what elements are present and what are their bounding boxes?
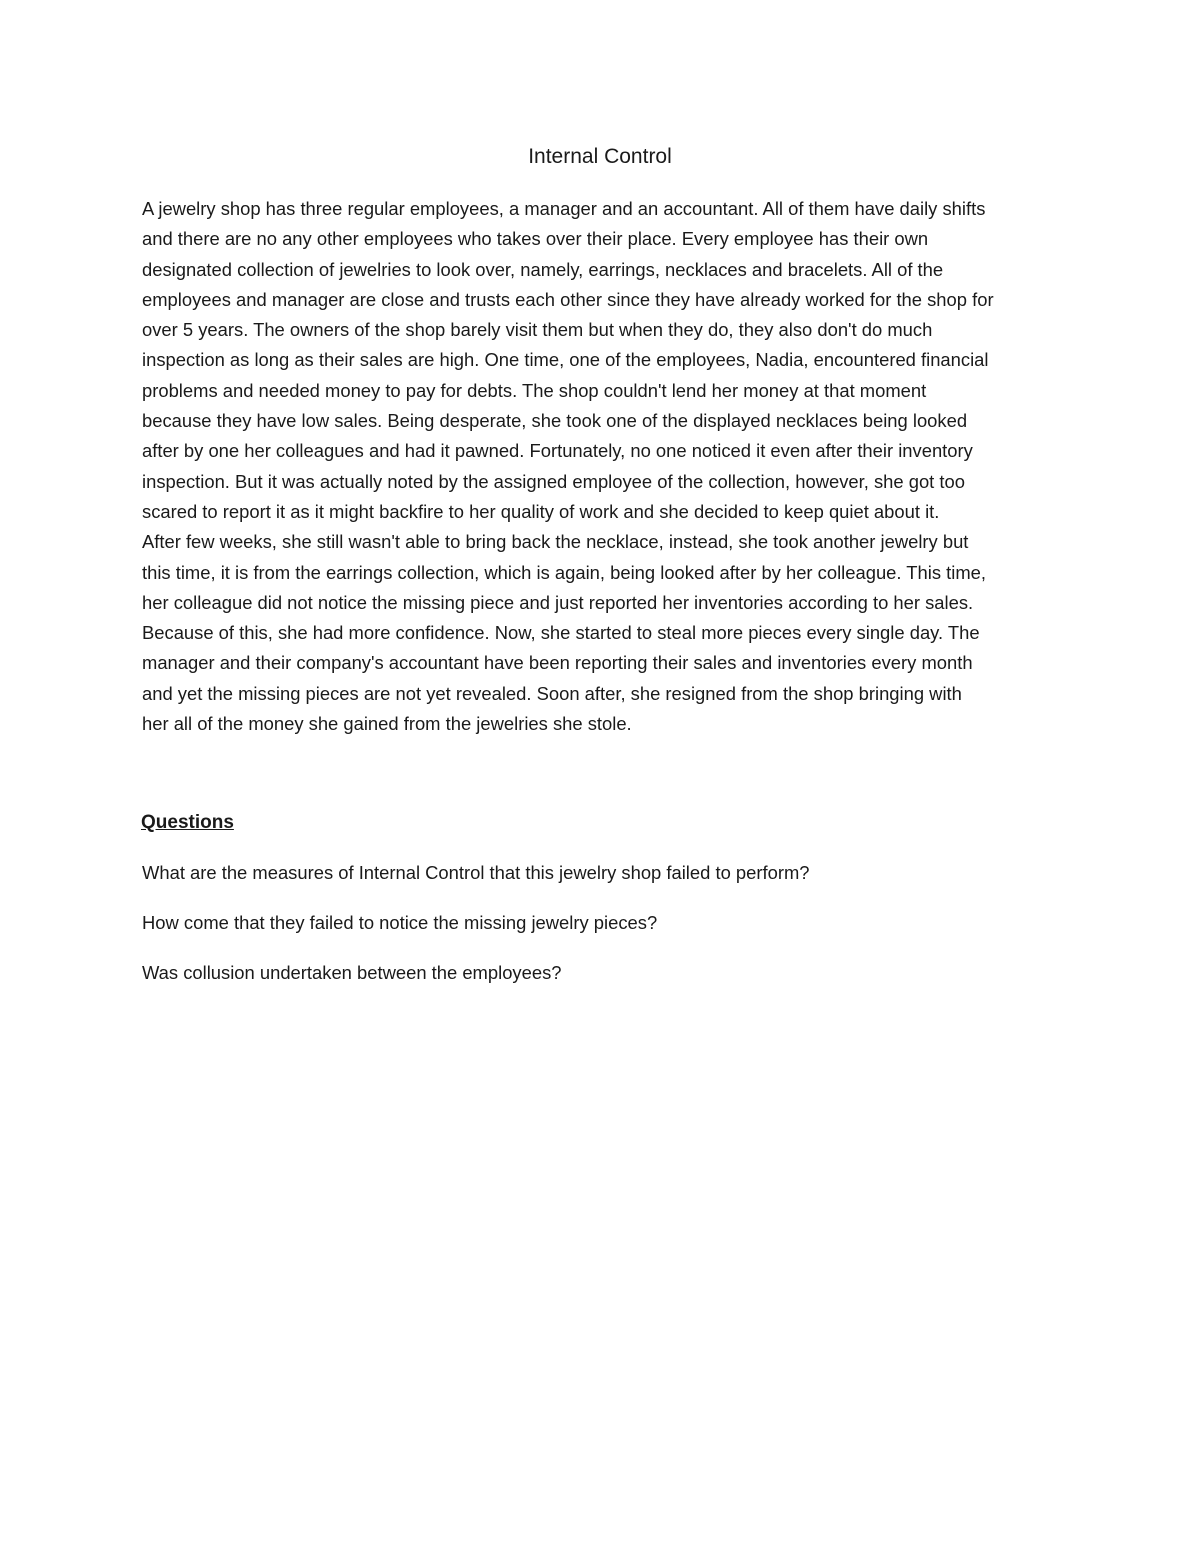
question-item: Was collusion undertaken between the employees? (142, 962, 562, 983)
paragraph-line: employees and manager are close and trusts each other since they have already worked for the shop for (142, 288, 994, 310)
paragraph-line: inspection. But it was actually noted by the assigned employee of the collection, however, she got too (142, 470, 965, 492)
paragraph-line: over 5 years. The owners of the shop barely visit them but when they do, they also don't do much (142, 319, 933, 341)
paragraph-line: this time, it is from the earrings collection, which is again, being looked after by her colleague. This time, (142, 561, 986, 583)
paragraph-line: after by one her colleagues and had it pawned. Fortunately, no one noticed it even after their inventory (142, 440, 973, 462)
paragraph-line: her colleague did not notice the missing piece and just reported her inventories according to her sales. (142, 591, 974, 613)
paragraph-line: scared to report it as it might backfire to her quality of work and she decided to keep quiet about it. (142, 500, 940, 522)
paragraph-line: A jewelry shop has three regular employees, a manager and an accountant. All of them have daily shifts (142, 198, 986, 219)
case-paragraph (142, 194, 1054, 739)
paragraph-line: designated collection of jewelries to look over, namely, earrings, necklaces and bracelets. All of the (142, 258, 944, 280)
paragraph-line: inspection as long as their sales are high. One time, one of the employees, Nadia, encountered financial (142, 349, 989, 371)
document-title: Internal Control (528, 145, 672, 168)
questions-heading: Questions (141, 812, 234, 833)
paragraph-line: manager and their company's accountant have been reporting their sales and inventories every month (142, 652, 973, 674)
paragraph-line: because they have low sales. Being desperate, she took one of the displayed necklaces being looked (142, 410, 968, 432)
question-item: What are the measures of Internal Control that this jewelry shop failed to perform? (142, 862, 810, 883)
question-item: How come that they failed to notice the missing jewelry pieces? (142, 912, 658, 933)
paragraph-line: problems and needed money to pay for debts. The shop couldn't lend her money at that moment (142, 379, 927, 401)
paragraph-line: After few weeks, she still wasn't able to bring back the necklace, instead, she took another jewelry but (142, 531, 969, 553)
paragraph-line: Because of this, she had more confidence. Now, she started to steal more pieces every single day. The (142, 622, 980, 644)
paragraph-line: and yet the missing pieces are not yet revealed. Soon after, she resigned from the shop bringing with (142, 682, 962, 704)
paragraph-line: and there are no any other employees who takes over their place. Every employee has their own (142, 228, 929, 250)
paragraph-line: her all of the money she gained from the jewelries she stole. (142, 713, 632, 735)
